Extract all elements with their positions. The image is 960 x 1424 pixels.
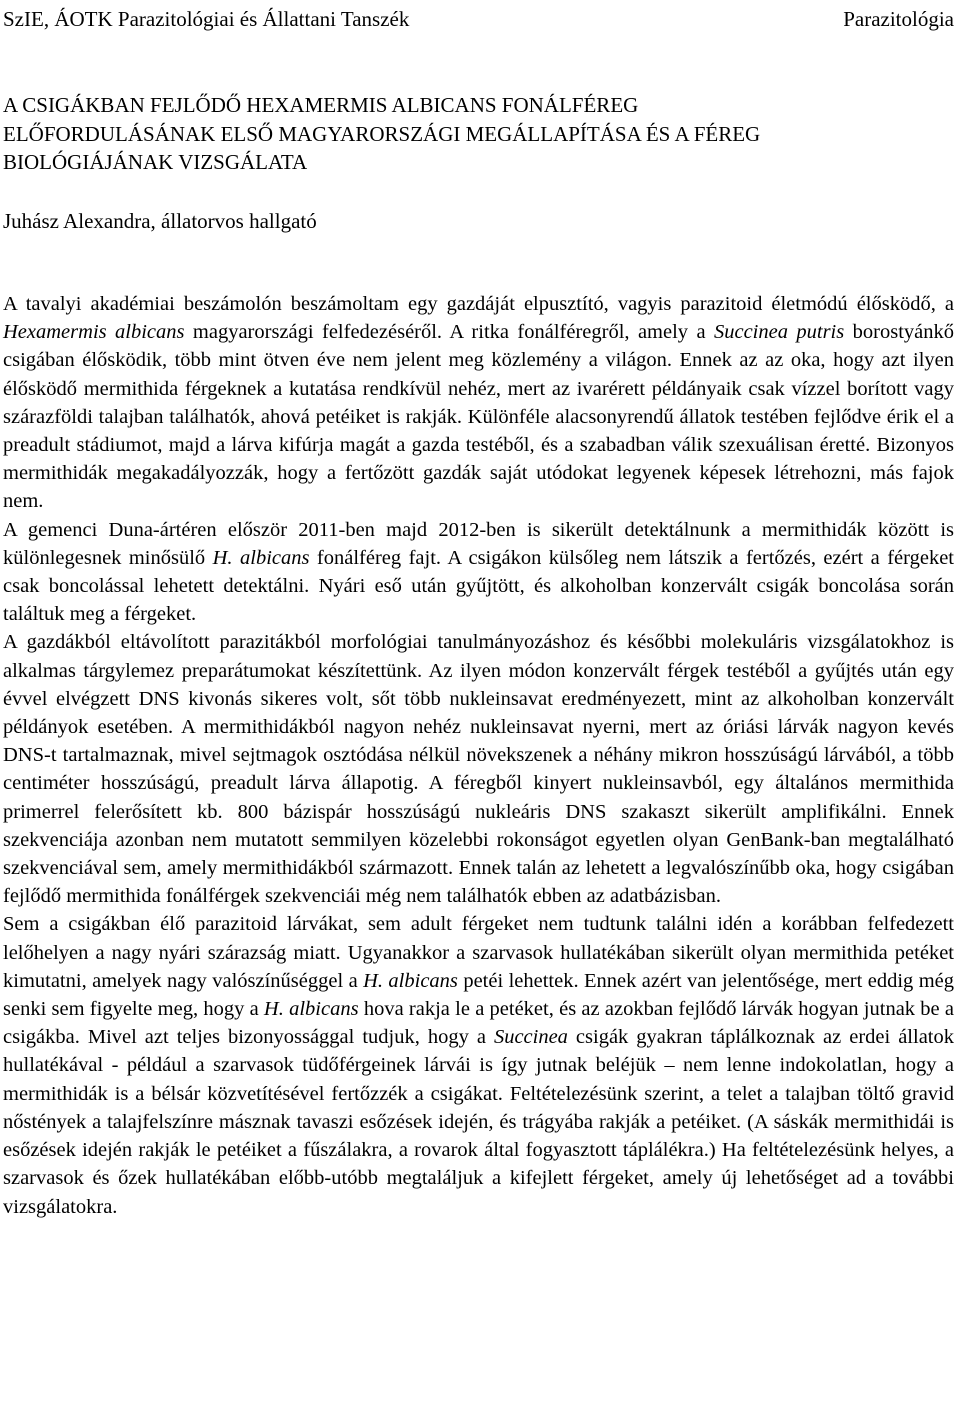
document-title	[3, 91, 903, 177]
species-name: Succinea	[493, 1026, 568, 1049]
text-run: borostyánkő csigában élősködik, több mint ötven éve nem jelent meg közlemény a világon. Ennek az az oka, hogy azt ilyen élősködő mermithida férgeknek a kutatása rendkívül nehéz, mert az ivarérett példányaik csak vízzel borított vagy szárazföldi talajban találhatók, ahová petéiket is rakják. Különféle alacsonyrendű állatok testében fejlődve érik el a preadult stádiumot, majd a lárva kifúrja magát a gazda testéből, és a szabadban válik szexuálisan éretté. Bizonyos mermithidák megakadályozzák, hogy a fertőzött gazdák saját utódokat legyenek képesek létrehozni, más fajok nem.	[3, 321, 954, 513]
paragraph-1	[3, 290, 954, 516]
text-run: magyarországi felfedezéséről. A ritka fonálféregről, amely a	[184, 321, 714, 344]
species-name: Hexamermis albicans	[3, 321, 185, 344]
text-run: fonálféreg fajt. A csigákon külsőleg nem látszik a fertőzés, ezért a férgeket csak boncolással lehetett detektálni. Nyári eső után gyűjtött, és alkoholban konzervált csigák boncolása során találtuk meg a férgeket.	[3, 546, 954, 626]
page-header	[3, 4, 954, 34]
species-name: H. albicans	[212, 546, 310, 569]
text-run: A tavalyi akadémiai beszámolón beszámoltam egy gazdáját elpusztító, vagyis parazitoid életmódú élősködő, a	[3, 293, 954, 315]
text-run: A gemenci Duna-ártéren először 2011-ben majd 2012-ben is sikerült detektálnunk a mermithidák között is különlegesnek minősülő	[3, 518, 954, 569]
title-line: A CSIGÁKBAN FEJLŐDŐ HEXAMERMIS ALBICANS FONÁLFÉREG	[3, 93, 639, 117]
paragraph-3: A gazdákból eltávolított parazitákból morfológiai tanulmányozáshoz és későbbi molekuláris vizsgálatokhoz is alkalmas tárgylemez preparátumokat készítettünk. Az ilyen módon konzervált férgek testéből a gyűjtés után egy évvel elvégzett DNS kivonás sikeres volt, sőt több nukleinsavat eredményezett, mint az alkoholban konzervált példányok esetében. A mermithidákból nagyon nehéz nukleinsavat nyerni, mert az óriási lárvák nagyon kevés DNS-t tartalmaznak, mivel sejtmagok osztódása nélkül növekszenek a néhány mikron hosszúságú lárvából, a több centiméter hosszúságú, preadult lárva állapotig. A féregből kinyert nukleinsavból, egy általános mermithida primerrel felerősített kb. 800 bázispár hosszúságú nukleáris DNS szakaszt sikerült amplifikálni. Ennek szekvenciája azonban nem mutatott semmilyen közelebbi rokonságot egyetlen olyan GenBank-ban megtalálható szekvenciával sem, amely mermithidákból származott. Ennek talán az lehetett a legvalószínűbb oka, hogy csigában fejlődő mermithida fonálférgek szekvenciái még nem találhatók ebben az adatbázisban.	[3, 631, 954, 908]
title-line: BIOLÓGIÁJÁNAK VIZSGÁLATA	[3, 150, 308, 174]
text-run: hova rakja le a petéket, és az azokban fejlődő lárvák hogyan jutnak be a csigákba. Mivel azt teljes bizonyossággal tudjuk, hogy a	[3, 998, 954, 1049]
paragraph-4	[3, 910, 954, 1220]
species-name: H. albicans	[363, 969, 458, 992]
text-run: csigák gyakran táplálkoznak az erdei állatok hullatékával - például a szarvasok tüdőférgeinek lárvái is így jutnak beléjük – nem lenne indokolatlan, hogy a mermithidák is a bélsár közvetítésével fertőzzék a csigákat. Feltételezésünk szerint, a telet a talajban töltő gravid nőstények a talajfelszínre másznak tavaszi esőzések idején, és trágyába rakják a petéiket. (A sáskák mermithidái is esőzések idején rakják le petéiket a fűszálakra, a rovarok által fogyasztott táplálékra.) Ha feltételezésünk helyes, a szarvasok és őzek hullatékában előbb-utóbb megtaláljuk a kifejlett férgeket, amely új lehetőséget ad a további vizsgálatokra.	[3, 1026, 954, 1218]
species-name: Succinea putris	[713, 321, 845, 344]
title-line: ELŐFORDULÁSÁNAK ELSŐ MAGYARORSZÁGI MEGÁLLAPÍTÁSA ÉS A FÉREG	[3, 121, 761, 146]
author-line: Juhász Alexandra, állatorvos hallgató	[3, 209, 317, 233]
species-name: H. albicans	[263, 998, 359, 1021]
header-subject: Parazitológia	[843, 7, 954, 31]
text-run: Sem a csigákban élő parazitoid lárvákat, sem adult férgeket nem tudtunk találni idén a korábban felfedezett lelőhelyen a nagy nyári szárazság miatt. Ugyanakkor a szarvasok hullatékában sikerült olyan mermithida petéket kimutatni, amelyek nagy valószínűséggel a	[3, 913, 954, 992]
body-text	[3, 290, 954, 1221]
header-institution: SzIE, ÁOTK Parazitológiai és Állattani Tanszék	[3, 7, 410, 31]
paragraph-2	[3, 516, 954, 629]
text-run: petéi lehettek. Ennek azért van jelentősége, mert eddig még senki sem figyelte meg, hogy a	[3, 969, 954, 1021]
